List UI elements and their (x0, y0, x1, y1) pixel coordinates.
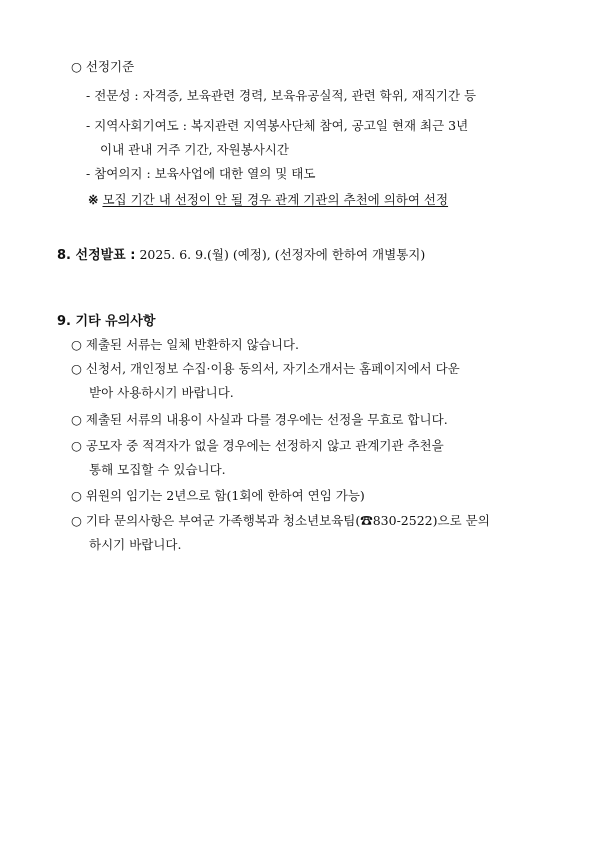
announcement-text: 2025. 6. 9.(월) (예정), (선정자에 한하여 개별통지) (139, 247, 426, 262)
criteria-item-expertise: - 전문성 : 자격증, 보육관련 경력, 보육유공실적, 관련 학위, 재직기간 등 (86, 88, 477, 103)
notes-line: ○ 신청서, 개인정보 수집·이용 동의서, 자기소개서는 홈페이지에서 다운 (71, 361, 460, 376)
note-mark: ※ (88, 192, 99, 207)
criteria-item-contribution-cont: 이내 관내 거주 기간, 자원봉사시간 (100, 142, 289, 157)
criteria-item-contribution: - 지역사회기여도 : 복지관련 지역봉사단체 참여, 공고일 현재 최근 3년 (86, 118, 469, 133)
notes-line: ○ 공모자 중 적격자가 없을 경우에는 선정하지 않고 관계기관 추천을 (71, 438, 444, 453)
announcement-label: 8. 선정발표 : (57, 248, 136, 263)
notes-line: ○ 제출된 서류의 내용이 사실과 다를 경우에는 선정을 무효로 합니다. (71, 412, 448, 427)
notes-title: 9. 기타 유의사항 (57, 314, 156, 329)
notes-line: ○ 위원의 임기는 2년으로 함(1회에 한하여 연임 가능) (71, 488, 365, 503)
note-text: 모집 기간 내 선정이 안 될 경우 관계 기관의 추천에 의하여 선정 (102, 192, 449, 207)
criteria-heading: ○ 선정기준 (71, 59, 135, 74)
notes-line: ○ 기타 문의사항은 부여군 가족행복과 청소년보육팀(☎830-2522)으로 문의 (71, 513, 490, 528)
notes-line: 받아 사용하시기 바랍니다. (89, 385, 234, 400)
notes-line: 하시기 바랍니다. (89, 537, 182, 552)
criteria-item-willingness: - 참여의지 : 보육사업에 대한 열의 및 태도 (86, 166, 316, 181)
announcement (57, 246, 425, 265)
notes-line: ○ 제출된 서류는 일체 반환하지 않습니다. (71, 337, 299, 352)
notes-line: 통해 모집할 수 있습니다. (89, 462, 226, 477)
criteria-note (88, 191, 448, 209)
